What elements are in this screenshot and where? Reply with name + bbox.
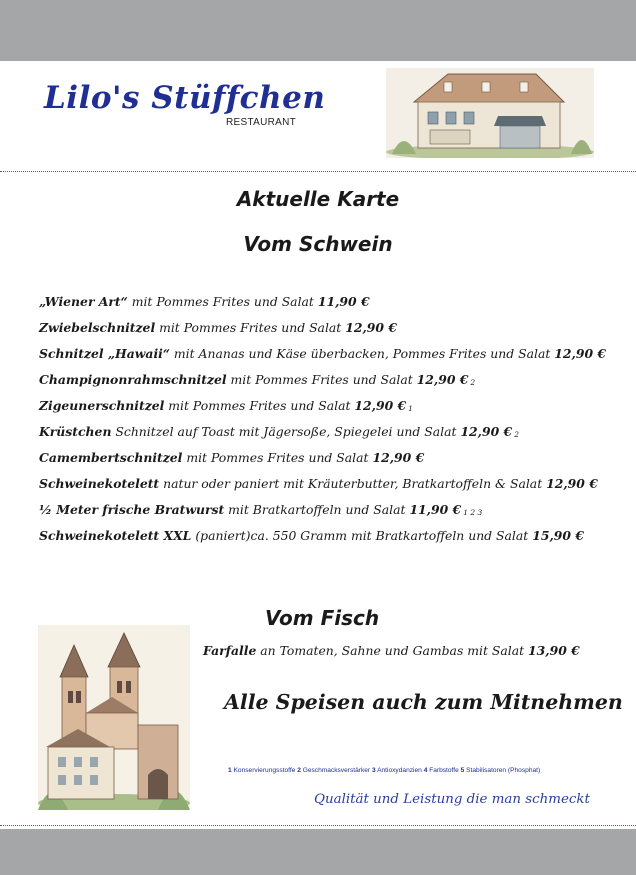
footnote-text: Konservierungsstoffe (233, 767, 296, 774)
footnote-number: 2 (297, 767, 301, 774)
footnote-number: 1 (228, 767, 232, 774)
footnote-number: 4 (423, 767, 428, 774)
dish-price: 11,90 € (317, 294, 370, 309)
logo-subtitle: RESTAURANT (226, 117, 297, 128)
dish-description: natur oder paniert mit Kräuterbutter, Bratkartoffeln & Salat (159, 476, 547, 491)
dish-price: 13,90 € (528, 643, 580, 658)
footnote-text: Geschmacksverstärker (302, 767, 371, 774)
additive-footnotes (228, 767, 540, 774)
additive-notes: 2 (470, 378, 476, 387)
pork-section-heading: Vom Schwein (243, 232, 393, 256)
dish-description: (paniert)ca. 550 Gramm mit Bratkartoffeln und Salat (191, 528, 533, 543)
dish-name: „Wiener Art“ (39, 294, 128, 309)
dish-description: Schnitzel auf Toast mit Jägersoße, Spiegelei und Salat (111, 424, 461, 439)
slogan: Qualität und Leistung die man schmeckt (314, 792, 590, 807)
dish-price: 12,90 € (546, 476, 598, 491)
dish-price: 12,90 € (460, 424, 513, 439)
menu-item (39, 395, 614, 421)
footnote-text: Farbstoffe (429, 767, 459, 774)
dish-description: mit Pommes Frites und Salat (182, 450, 373, 465)
dish-price: 15,90 € (532, 528, 584, 543)
menu-item (39, 343, 614, 369)
footnote-text: Antioxydanzien (377, 767, 422, 774)
fish-section-heading: Vom Fisch (265, 606, 380, 630)
dish-name: ½ Meter frische Bratwurst (39, 502, 225, 517)
dish-name: Schnitzel „Hawaii“ (39, 346, 170, 361)
dish-price: 12,90 € (372, 450, 425, 465)
top-gray-band (0, 0, 636, 61)
dish-description: mit Pommes Frites und Salat (164, 398, 355, 413)
footnote-text: Stabilisatoren (Phosphat) (466, 767, 541, 774)
additive-notes: 1 2 3 (463, 508, 483, 517)
dish-price: 12,90 € (354, 398, 407, 413)
menu-item-fish (203, 643, 580, 658)
menu-item (39, 473, 614, 499)
pork-menu-list (39, 291, 614, 551)
dish-price: 12,90 € (554, 346, 607, 361)
menu-item (39, 499, 614, 525)
dish-name: Krüstchen (39, 424, 112, 439)
dish-name: Champignonrahmschnitzel (39, 372, 227, 387)
menu-title: Aktuelle Karte (236, 187, 400, 211)
dish-price: 11,90 € (409, 502, 462, 517)
dish-description: mit Pommes Frites und Salat (127, 294, 318, 309)
footnote-number: 3 (371, 767, 376, 774)
dish-description: mit Pommes Frites und Salat (155, 320, 346, 335)
bottom-gray-band (0, 829, 636, 875)
dish-description: mit Pommes Frites und Salat (226, 372, 417, 387)
dish-name: Zigeunerschnitzel (39, 398, 165, 413)
header-divider (0, 171, 636, 172)
additive-notes: 1 (408, 404, 413, 413)
dish-description: an Tomaten, Sahne und Gambas mit Salat (256, 643, 529, 658)
dish-name: Camembertschnitzel (39, 450, 183, 465)
dish-description: mit Bratkartoffeln und Salat (224, 502, 410, 517)
dish-description: mit Ananas und Käse überbacken, Pommes Frites und Salat (169, 346, 555, 361)
menu-item (39, 291, 614, 317)
additive-notes: 2 (514, 430, 519, 439)
restaurant-logo: Lilo's Stüffchen (44, 80, 326, 116)
dish-name: Zwiebelschnitzel (39, 320, 156, 335)
dish-name: Schweinekotelett XXL (39, 528, 192, 543)
menu-item (39, 525, 614, 551)
menu-item (39, 447, 614, 473)
dish-price: 12,90 € (345, 320, 397, 335)
menu-item (39, 421, 614, 447)
menu-item (39, 369, 614, 395)
menu-item (39, 317, 614, 343)
dish-name: Farfalle (203, 643, 257, 658)
restaurant-building-image (386, 68, 594, 158)
church-image (38, 625, 190, 810)
dish-price: 12,90 € (416, 372, 469, 387)
footnote-number: 5 (460, 767, 465, 774)
dish-name: Schweinekotelett (39, 476, 160, 491)
footer-divider (0, 825, 636, 826)
takeaway-notice: Alle Speisen auch zum Mitnehmen (224, 690, 623, 714)
